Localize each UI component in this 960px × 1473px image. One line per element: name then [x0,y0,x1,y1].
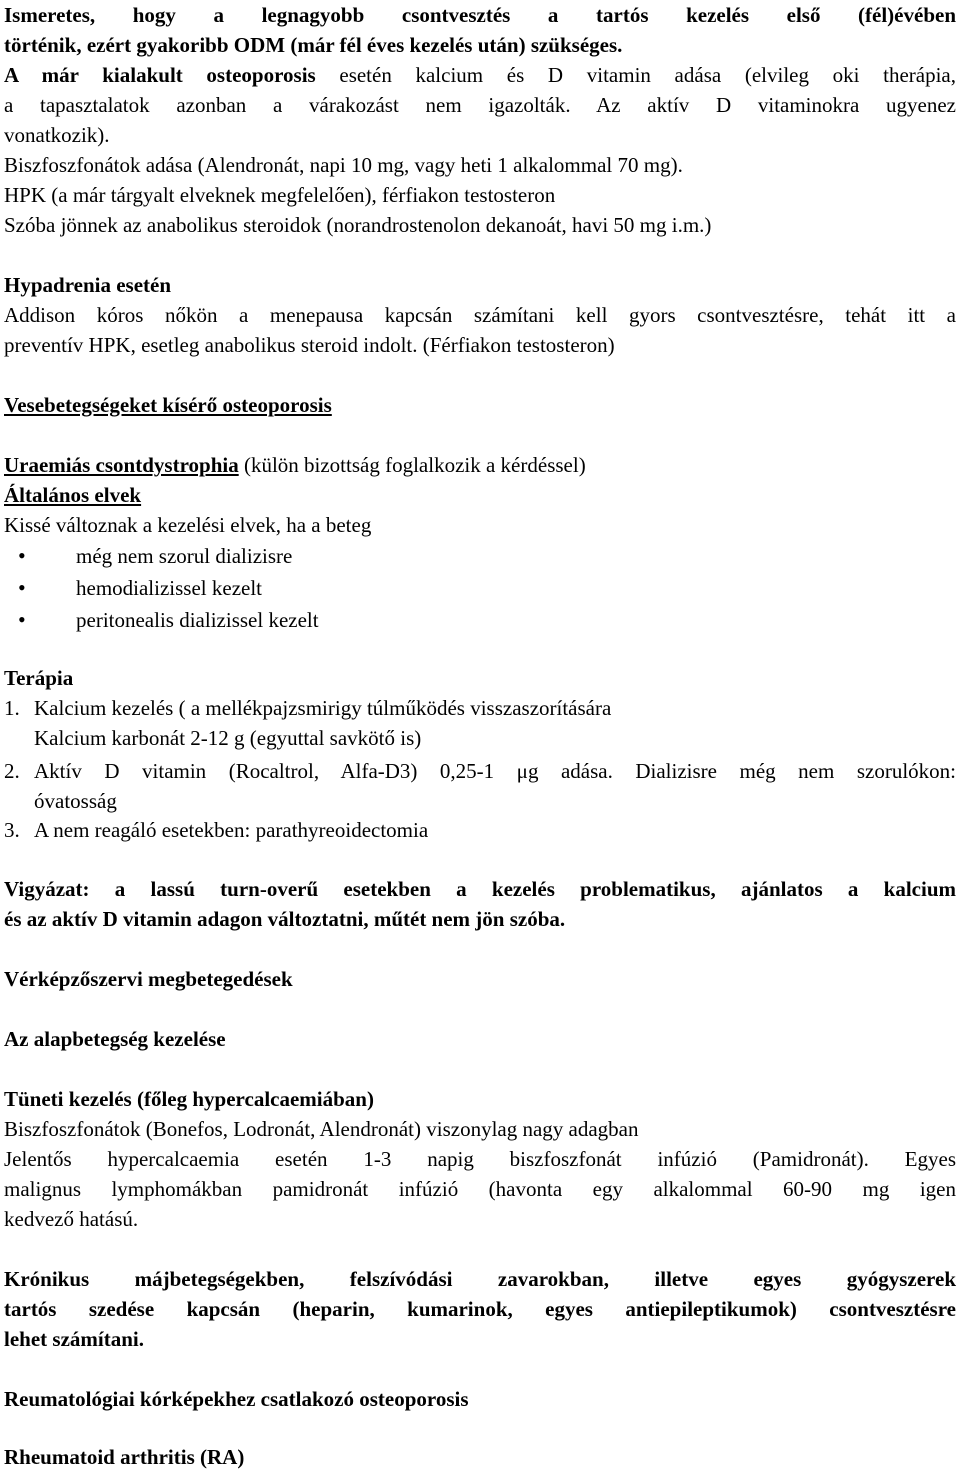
item-number: 1. [4,696,20,720]
warning-line: Vigyázat: a lassú turn-overű esetekben a kezelés problematikus, ajánlatos a kalcium [4,877,956,901]
bullet-icon: • [18,607,26,632]
paragraph-text: (külön bizottság foglalkozik a kérdéssel) [238,453,586,477]
paragraph-line: vonatkozik). [4,123,110,147]
section-heading: Vérképzőszervi megbetegedések [4,967,293,991]
section-heading: Tüneti kezelés (főleg hypercalcaemiában) [4,1087,374,1111]
bullet-icon: • [18,543,26,568]
paragraph-line: preventív HPK, esetleg anabolikus steroid indolt. (Férfiakon testosteron) [4,333,615,357]
section-heading: Terápia [4,666,74,690]
paragraph-line: Biszfoszfonátok (Bonefos, Lodronát, Alendronát) viszonylag nagy adagban [4,1117,639,1141]
paragraph-line: történik, ezért gyakoribb ODM (már fél éves kezelés után) szükséges. [4,33,623,57]
paragraph-line: Krónikus májbetegségekben, felszívódási zavarokban, illetve egyes gyógyszerek [4,1267,956,1291]
list-item [18,541,956,573]
bullet-icon: • [18,575,26,600]
paragraph-line: tartós szedése kapcsán (heparin, kumarinok, egyes antiepileptikumok) csontvesztésre [4,1297,956,1321]
paragraph-line [4,450,956,480]
paragraph-text: esetén kalcium és D vitamin adása (elvileg oki therápia, [315,63,956,87]
item-number: 3. [4,818,20,842]
section-heading: Hypadrenia esetén [4,273,172,297]
item-text: A nem reagáló esetekben: parathyreoidectomia [34,818,429,842]
numbered-item-continuation: Kalcium karbonát 2-12 g (egyuttal savkötő is) [34,726,422,750]
section-heading: Az alapbetegség kezelése [4,1027,226,1051]
numbered-item [4,756,956,786]
paragraph-line: HPK (a már tárgyalt elveknek megfelelően), férfiakon testosteron [4,183,556,207]
list-item-text: még nem szorul dializisre [76,544,293,568]
list-item [18,605,956,637]
paragraph-line: Ismeretes, hogy a legnagyobb csontvesztés a tartós kezelés első (fél)évében [4,3,956,27]
numbered-item [4,693,956,723]
numbered-item [4,815,956,845]
subsection-heading: Általános elvek [4,483,142,507]
section-heading: Rheumatoid arthritis (RA) [4,1445,245,1469]
item-number: 2. [4,759,20,783]
warning-line: és az aktív D vitamin adagon változtatni, műtét nem jön szóba. [4,907,566,931]
paragraph-line: a tapasztalatok azonban a várakozást nem igazolták. Az aktív D vitaminokra ugyenez [4,93,956,117]
established-osteoporosis-label: A már kialakult osteoporosis [4,63,316,87]
paragraph-line: Jelentős hypercalcaemia esetén 1-3 napig biszfoszfonát infúzió (Pamidronát). Egyes [4,1147,956,1171]
item-text: Aktív D vitamin (Rocaltrol, Alfa-D3) 0,25-1 μg adása. Dializisre még nem szorulókon: [34,759,956,783]
paragraph-line: malignus lymphomákban pamidronát infúzió (havonta egy alkalommal 60-90 mg igen [4,1177,956,1201]
section-heading: Reumatológiai kórképekhez csatlakozó osteoporosis [4,1387,469,1411]
list-item-text: peritonealis dializissel kezelt [76,608,319,632]
paragraph-line: lehet számítani. [4,1327,144,1351]
bullet-list [18,541,956,637]
paragraph-line: Kissé változnak a kezelési elvek, ha a beteg [4,513,372,537]
section-heading: Vesebetegségeket kísérő osteoporosis [4,393,332,417]
subsection-heading: Uraemiás csontdystrophia [4,453,239,477]
paragraph-line [4,60,956,90]
list-item [18,573,956,605]
list-item-text: hemodializissel kezelt [76,576,263,600]
item-text: Kalcium kezelés ( a mellékpajzsmirigy túlműködés visszaszorítására [34,696,612,720]
paragraph-line: kedvező hatású. [4,1207,139,1231]
paragraph-line: Biszfoszfonátok adása (Alendronát, napi 10 mg, vagy heti 1 alkalommal 70 mg). [4,153,683,177]
paragraph-line: Szóba jönnek az anabolikus steroidok (norandrostenolon dekanoát, havi 50 mg i.m.) [4,213,712,237]
numbered-item-continuation: óvatosság [34,789,117,813]
paragraph-line: Addison kóros nőkön a menepausa kapcsán számítani kell gyors csontvesztésre, tehát itt a [4,303,956,327]
